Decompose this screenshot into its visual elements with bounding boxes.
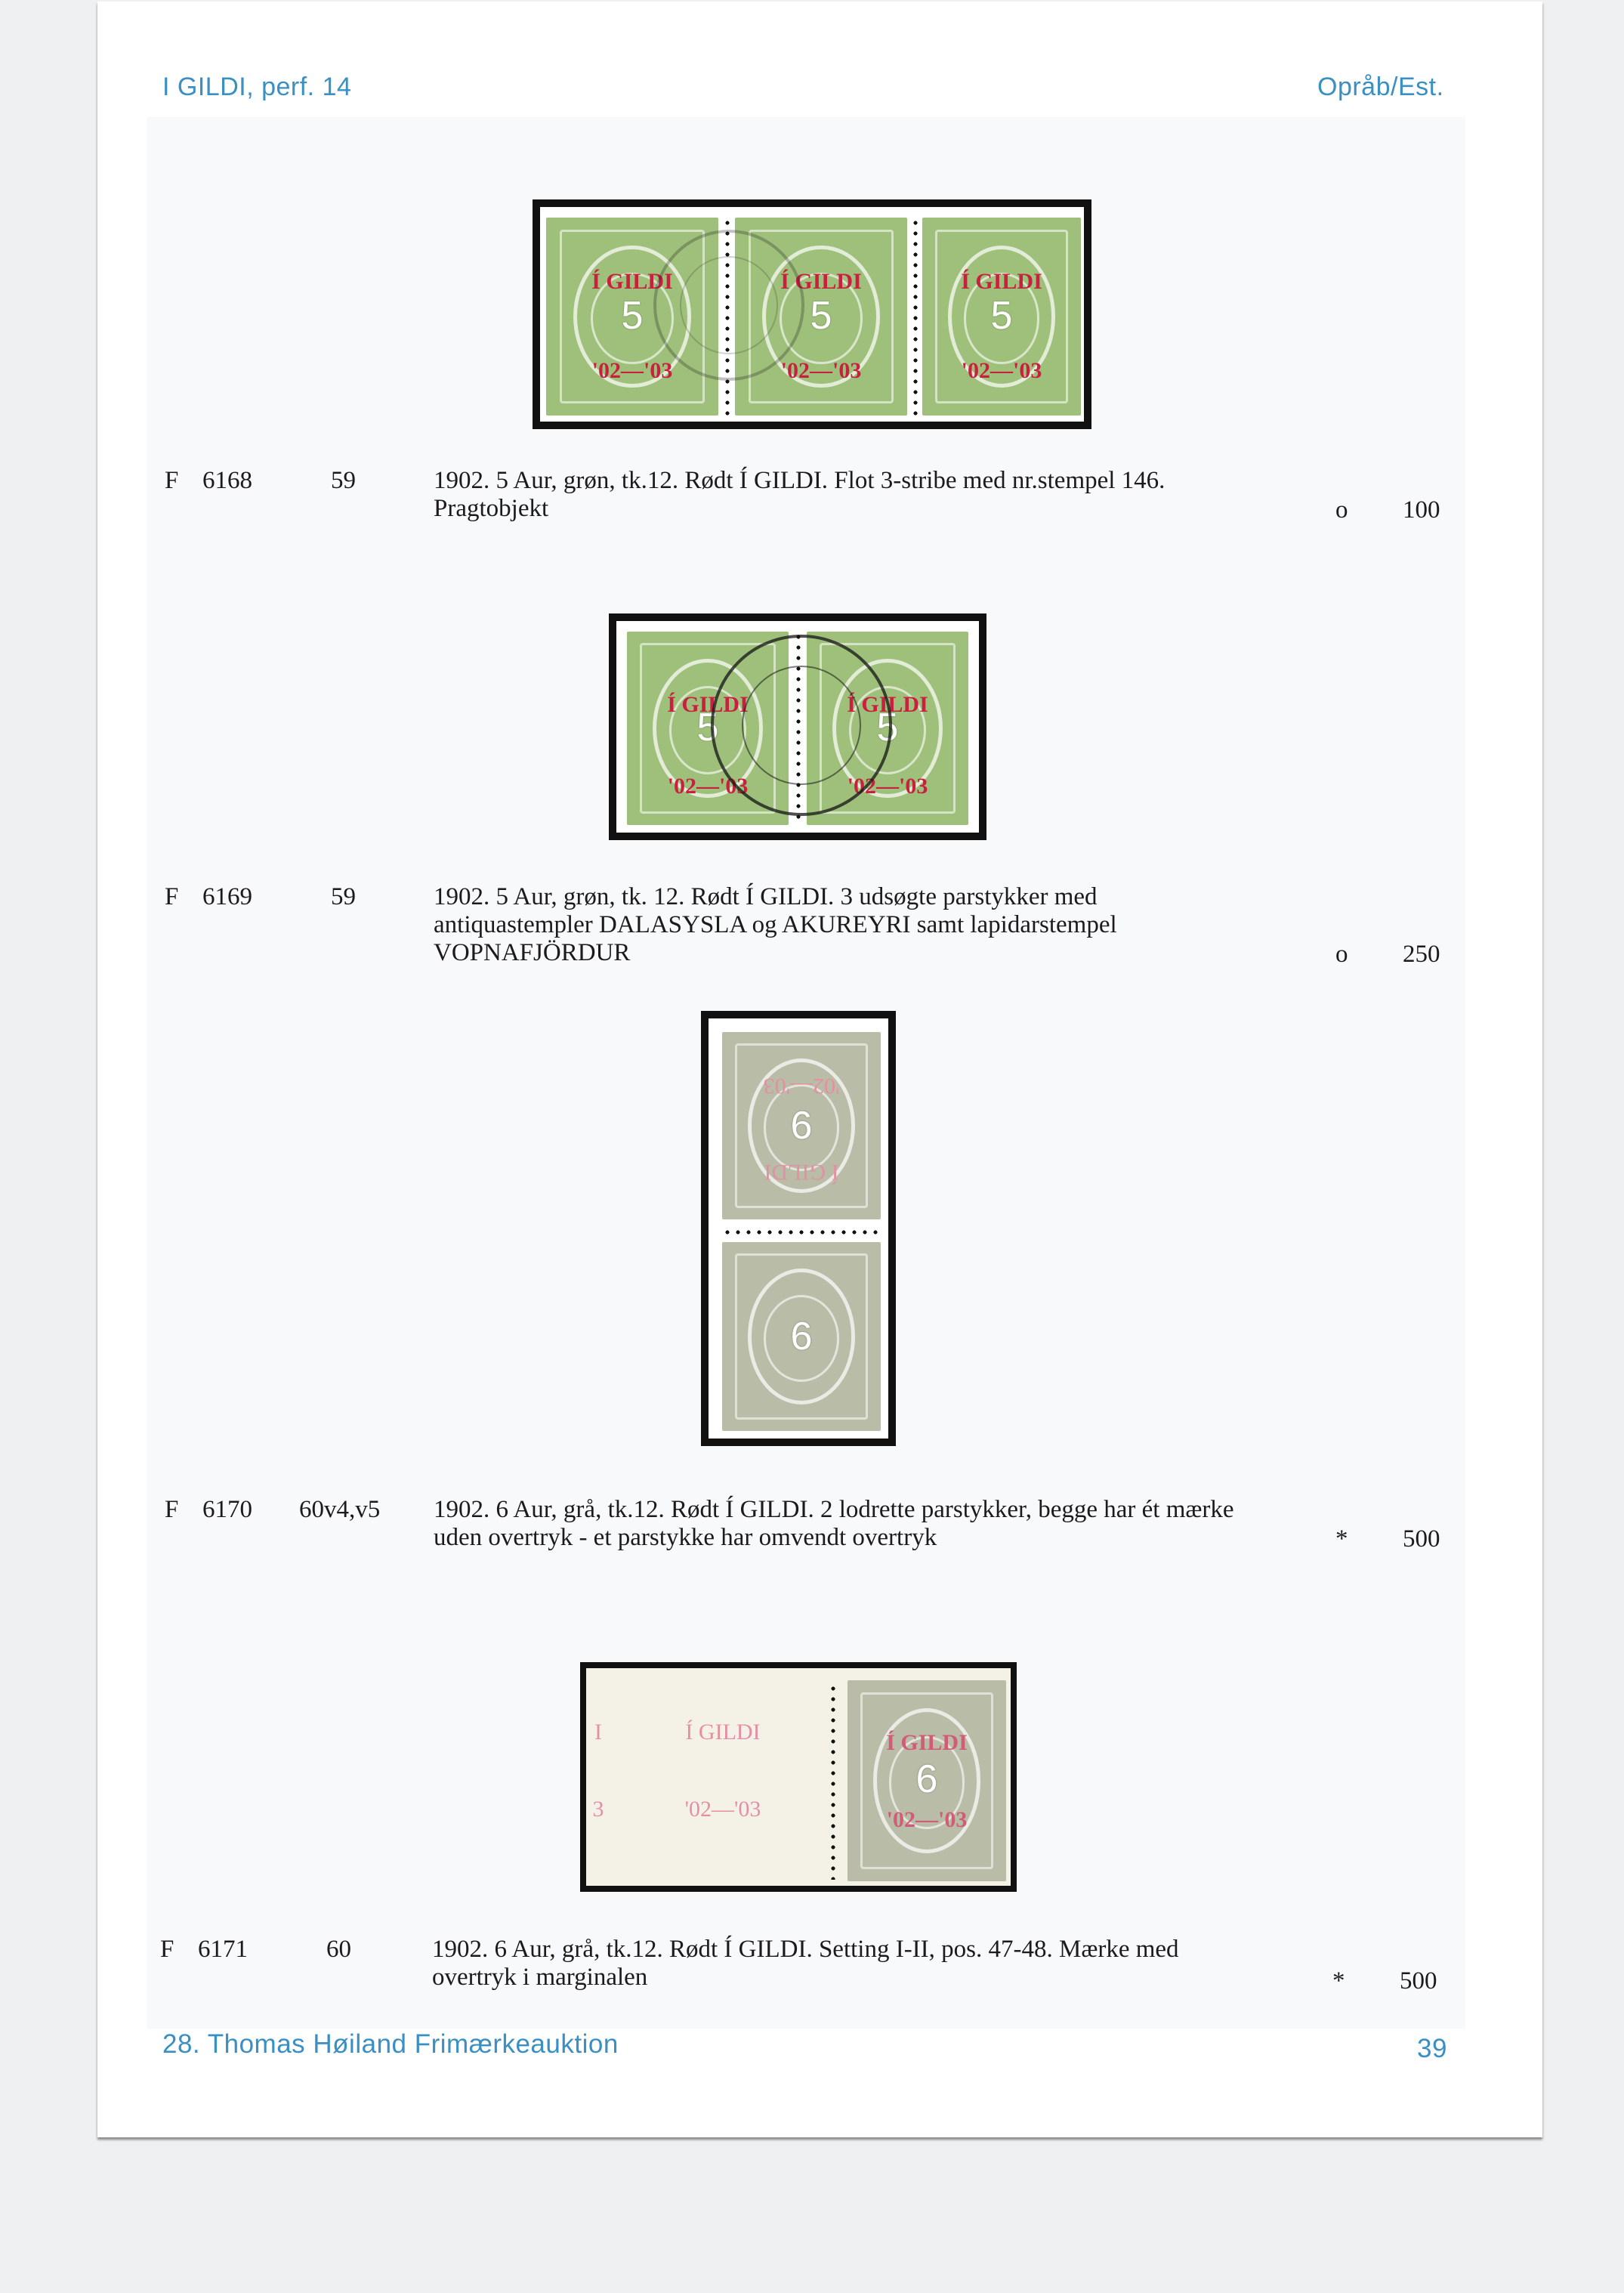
stamp: 6 '02—'03 Í GILDI [722, 1032, 881, 1219]
stamp-image-6171 [580, 1662, 1017, 1892]
lot-description-line: 1902. 5 Aur, grøn, tk.12. Rødt Í GILDI. Flot 3-stribe med nr.stempel 146. [434, 467, 1166, 494]
overprint-bottom: '02—'03 [886, 1807, 968, 1832]
estimate: 500 [1403, 1525, 1440, 1553]
lot-description-line: 1902. 6 Aur, grå, tk.12. Rødt Í GILDI. 2 lodrette parstykker, begge har ét mærke [434, 1496, 1234, 1523]
overprint-top: Í GILDI [780, 269, 862, 294]
page-number: 39 [1417, 2034, 1447, 2063]
stamp: 5 Í GILDI '02—'03 [627, 632, 789, 825]
overprint-inverted-top: Í GILDI [764, 1160, 839, 1185]
lot-number: 6168 [202, 467, 252, 494]
catalog-number: 59 [331, 467, 356, 494]
stamp-image-6169 [609, 613, 986, 840]
stamp-image-6168 [533, 199, 1091, 429]
lot-number: 6169 [202, 883, 252, 910]
overprint-inverted-bottom: '02—'03 [763, 1074, 840, 1099]
overprint-top: Í GILDI [847, 692, 928, 717]
lot-description-line: 1902. 5 Aur, grøn, tk. 12. Rødt Í GILDI. 3 udsøgte parstykker med [434, 883, 1098, 910]
lot-prefix: F [160, 1936, 174, 1963]
section-title: I GILDI, perf. 14 [162, 73, 352, 101]
postmark [711, 635, 892, 816]
condition: * [1335, 1525, 1348, 1553]
column-header-price: Opråb/Est. [1317, 73, 1444, 101]
lot-number: 6170 [202, 1496, 252, 1523]
lot-description-line: uden overtryk - et parstykke har omvendt overtryk [434, 1524, 937, 1551]
lot-prefix: F [165, 1496, 179, 1523]
overprint-top: Í GILDI [667, 692, 749, 717]
overprint-bottom: '02—'03 [847, 774, 928, 799]
condition: o [1335, 496, 1348, 524]
stamp: 5 Í GILDI '02—'03 [922, 218, 1081, 416]
estimate: 250 [1403, 941, 1440, 968]
stamp: 5 Í GILDI '02—'03 [735, 218, 907, 416]
overprint-bottom: '02—'03 [961, 358, 1042, 383]
margin-overprint-3: 3 [592, 1797, 604, 1822]
condition: o [1335, 941, 1348, 968]
lot-number: 6171 [198, 1936, 248, 1963]
lot-prefix: F [165, 883, 179, 910]
sheet-margin [591, 1683, 810, 1872]
stamp: 5 Í GILDI '02—'03 [546, 218, 718, 416]
stamp: 6 Í GILDI '02—'03 [848, 1680, 1006, 1881]
overprint-bottom: '02—'03 [667, 774, 749, 799]
overprint-top: Í GILDI [886, 1730, 968, 1755]
lot-description-line: 1902. 6 Aur, grå, tk.12. Rødt Í GILDI. Setting I-II, pos. 47-48. Mærke med [432, 1936, 1179, 1963]
margin-overprint-bottom: '02—'03 [684, 1797, 761, 1822]
stamp: 6 [722, 1242, 881, 1431]
stamp-image-6170 [701, 1011, 896, 1446]
overprint-bottom: '02—'03 [591, 358, 673, 383]
footer-auction-title: 28. Thomas Høiland Frimærkeauktion [162, 2029, 619, 2059]
lot-description-line: VOPNAFJÖRDUR [434, 939, 631, 966]
overprint-top: Í GILDI [591, 269, 673, 294]
estimate: 100 [1403, 496, 1440, 524]
overprint-bottom: '02—'03 [780, 358, 862, 383]
lot-description-line: Pragtobjekt [434, 495, 549, 522]
lot-description-line: overtryk i marginalen [432, 1964, 648, 1991]
estimate: 500 [1400, 1967, 1437, 1995]
overprint-top: Í GILDI [961, 269, 1042, 294]
margin-overprint-top: Í GILDI [685, 1720, 761, 1744]
catalog-number: 59 [331, 883, 356, 910]
stamp: 5 Í GILDI '02—'03 [807, 632, 968, 825]
catalog-number: 60 [326, 1936, 351, 1963]
catalog-number: 60v4,v5 [299, 1496, 381, 1523]
postmark [653, 230, 804, 381]
condition: * [1332, 1967, 1345, 1995]
lot-prefix: F [165, 467, 179, 494]
lot-description-line: antiquastempler DALASYSLA og AKUREYRI samt lapidarstempel [434, 911, 1117, 938]
margin-overprint-i: I [594, 1720, 602, 1744]
